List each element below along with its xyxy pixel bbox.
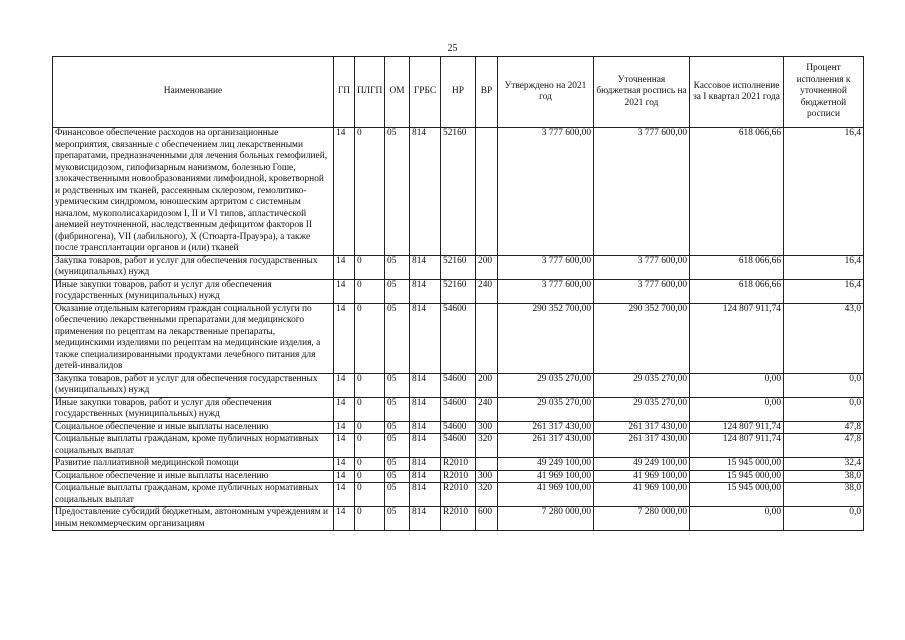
cell-grbs: 814 xyxy=(410,373,441,397)
table-row xyxy=(53,128,864,256)
cell-pgp: 0 xyxy=(355,470,385,483)
cell-om: 05 xyxy=(385,397,410,421)
cell-grbs: 814 xyxy=(410,470,441,483)
cell-grbs: 814 xyxy=(410,303,441,373)
cell-vr: 300 xyxy=(476,470,498,483)
cell-percent: 43,0 xyxy=(784,303,864,373)
cell-approved: 261 317 430,00 xyxy=(498,434,594,458)
table-row xyxy=(53,373,864,397)
cell-name: Оказание отдельным категориям граждан социальной услуги по обеспечению лекарственными препаратами для медицинского применения по рецептам на лекарственные препараты, медицинскими изделиями по рецептам на медицинские изделия, а также специализированными продуктами лечебного питания для детей-инвалидов xyxy=(53,303,334,373)
cell-approved: 49 249 100,00 xyxy=(498,458,594,471)
cell-pgp: 0 xyxy=(355,458,385,471)
table-row xyxy=(53,397,864,421)
cell-om: 05 xyxy=(385,303,410,373)
cell-gp: 14 xyxy=(334,458,355,471)
cell-percent: 0,0 xyxy=(784,397,864,421)
cell-cash: 0,00 xyxy=(690,507,784,531)
cell-name: Иные закупки товаров, работ и услуг для обеспечения государственных (муниципальных) нужд xyxy=(53,397,334,421)
table-row xyxy=(53,507,864,531)
header-cash: Кассовое исполнение за I квартал 2021 года xyxy=(690,57,784,128)
table-row xyxy=(53,434,864,458)
header-name: Наименование xyxy=(53,57,334,128)
cell-refined: 41 969 100,00 xyxy=(594,470,690,483)
cell-pgp: 0 xyxy=(355,373,385,397)
cell-pgp: 0 xyxy=(355,507,385,531)
cell-gp: 14 xyxy=(334,255,355,279)
cell-pgp: 0 xyxy=(355,434,385,458)
cell-name: Развитие паллиативной медицинской помощи xyxy=(53,458,334,471)
cell-grbs: 814 xyxy=(410,128,441,256)
cell-refined: 3 777 600,00 xyxy=(594,279,690,303)
cell-refined: 261 317 430,00 xyxy=(594,421,690,434)
cell-name: Социальное обеспечение и иные выплаты населению xyxy=(53,421,334,434)
cell-gp: 14 xyxy=(334,434,355,458)
cell-approved: 290 352 700,00 xyxy=(498,303,594,373)
cell-pgp: 0 xyxy=(355,255,385,279)
cell-np: R2010 xyxy=(441,507,476,531)
table-row xyxy=(53,458,864,471)
header-approved: Утверждено на 2021 год xyxy=(498,57,594,128)
cell-percent: 38,0 xyxy=(784,483,864,507)
cell-approved: 29 035 270,00 xyxy=(498,373,594,397)
cell-percent: 0,0 xyxy=(784,373,864,397)
cell-np: 54600 xyxy=(441,434,476,458)
cell-name: Закупка товаров, работ и услуг для обеспечения государственных (муниципальных) нужд xyxy=(53,255,334,279)
cell-approved: 41 969 100,00 xyxy=(498,470,594,483)
cell-approved: 29 035 270,00 xyxy=(498,397,594,421)
table-row xyxy=(53,470,864,483)
page-number: 25 xyxy=(447,43,458,54)
cell-om: 05 xyxy=(385,483,410,507)
cell-refined: 41 969 100,00 xyxy=(594,483,690,507)
header-percent: Процент исполнения к уточненной бюджетной росписи xyxy=(784,57,864,128)
table-row xyxy=(53,255,864,279)
header-refined: Уточненная бюджетная роспись на 2021 год xyxy=(594,57,690,128)
budget-table xyxy=(52,56,864,531)
cell-cash: 618 066,66 xyxy=(690,128,784,256)
cell-pgp: 0 xyxy=(355,303,385,373)
cell-grbs: 814 xyxy=(410,434,441,458)
cell-gp: 14 xyxy=(334,470,355,483)
cell-percent: 38,0 xyxy=(784,470,864,483)
cell-approved: 3 777 600,00 xyxy=(498,128,594,256)
cell-pgp: 0 xyxy=(355,279,385,303)
cell-refined: 49 249 100,00 xyxy=(594,458,690,471)
cell-grbs: 814 xyxy=(410,397,441,421)
cell-approved: 261 317 430,00 xyxy=(498,421,594,434)
cell-om: 05 xyxy=(385,458,410,471)
cell-cash: 618 066,66 xyxy=(690,279,784,303)
cell-pgp: 0 xyxy=(355,128,385,256)
cell-approved: 41 969 100,00 xyxy=(498,483,594,507)
cell-cash: 15 945 000,00 xyxy=(690,458,784,471)
table-row xyxy=(53,279,864,303)
cell-percent: 0,0 xyxy=(784,507,864,531)
cell-gp: 14 xyxy=(334,507,355,531)
cell-percent: 16,4 xyxy=(784,279,864,303)
cell-percent: 47,8 xyxy=(784,434,864,458)
cell-vr xyxy=(476,128,498,256)
table-body xyxy=(53,128,864,531)
cell-om: 05 xyxy=(385,421,410,434)
header-np: НР xyxy=(441,57,476,128)
header-grbs: ГРБС xyxy=(410,57,441,128)
cell-grbs: 814 xyxy=(410,458,441,471)
cell-grbs: 814 xyxy=(410,507,441,531)
cell-refined: 29 035 270,00 xyxy=(594,373,690,397)
cell-cash: 0,00 xyxy=(690,373,784,397)
cell-np: 54600 xyxy=(441,397,476,421)
cell-pgp: 0 xyxy=(355,397,385,421)
cell-vr xyxy=(476,303,498,373)
cell-percent: 16,4 xyxy=(784,128,864,256)
cell-vr: 600 xyxy=(476,507,498,531)
cell-cash: 0,00 xyxy=(690,397,784,421)
cell-vr: 320 xyxy=(476,434,498,458)
cell-np: R2010 xyxy=(441,483,476,507)
cell-gp: 14 xyxy=(334,279,355,303)
cell-pgp: 0 xyxy=(355,483,385,507)
cell-np: 54600 xyxy=(441,373,476,397)
cell-om: 05 xyxy=(385,507,410,531)
cell-percent: 16,4 xyxy=(784,255,864,279)
cell-name: Социальные выплаты гражданам, кроме публичных нормативных социальных выплат xyxy=(53,483,334,507)
cell-np: R2010 xyxy=(441,470,476,483)
cell-np: 54600 xyxy=(441,303,476,373)
cell-np: R2010 xyxy=(441,458,476,471)
cell-approved: 7 280 000,00 xyxy=(498,507,594,531)
cell-refined: 3 777 600,00 xyxy=(594,128,690,256)
cell-vr: 240 xyxy=(476,279,498,303)
cell-approved: 3 777 600,00 xyxy=(498,279,594,303)
cell-grbs: 814 xyxy=(410,421,441,434)
cell-np: 54600 xyxy=(441,421,476,434)
table-header-row xyxy=(53,57,864,128)
cell-refined: 290 352 700,00 xyxy=(594,303,690,373)
cell-gp: 14 xyxy=(334,421,355,434)
cell-cash: 618 066,66 xyxy=(690,255,784,279)
cell-cash: 124 807 911,74 xyxy=(690,303,784,373)
cell-om: 05 xyxy=(385,279,410,303)
cell-vr: 200 xyxy=(476,255,498,279)
cell-om: 05 xyxy=(385,470,410,483)
cell-cash: 15 945 000,00 xyxy=(690,483,784,507)
cell-cash: 124 807 911,74 xyxy=(690,421,784,434)
cell-vr: 200 xyxy=(476,373,498,397)
cell-om: 05 xyxy=(385,434,410,458)
cell-name: Предоставление субсидий бюджетным, автономным учреждениям и иным некоммерческим организациям xyxy=(53,507,334,531)
header-pgp: ПЛГП xyxy=(355,57,385,128)
cell-refined: 3 777 600,00 xyxy=(594,255,690,279)
cell-np: 52160 xyxy=(441,279,476,303)
cell-vr xyxy=(476,458,498,471)
cell-name: Социальное обеспечение и иные выплаты населению xyxy=(53,470,334,483)
cell-name: Иные закупки товаров, работ и услуг для обеспечения государственных (муниципальных) нужд xyxy=(53,279,334,303)
cell-gp: 14 xyxy=(334,373,355,397)
cell-om: 05 xyxy=(385,255,410,279)
cell-refined: 7 280 000,00 xyxy=(594,507,690,531)
cell-vr: 320 xyxy=(476,483,498,507)
cell-np: 52160 xyxy=(441,128,476,256)
cell-gp: 14 xyxy=(334,483,355,507)
cell-grbs: 814 xyxy=(410,279,441,303)
cell-refined: 261 317 430,00 xyxy=(594,434,690,458)
cell-name: Закупка товаров, работ и услуг для обеспечения государственных (муниципальных) нужд xyxy=(53,373,334,397)
cell-refined: 29 035 270,00 xyxy=(594,397,690,421)
cell-gp: 14 xyxy=(334,128,355,256)
cell-om: 05 xyxy=(385,128,410,256)
cell-cash: 124 807 911,74 xyxy=(690,434,784,458)
cell-gp: 14 xyxy=(334,397,355,421)
cell-grbs: 814 xyxy=(410,483,441,507)
cell-approved: 3 777 600,00 xyxy=(498,255,594,279)
cell-gp: 14 xyxy=(334,303,355,373)
cell-cash: 15 945 000,00 xyxy=(690,470,784,483)
table-row xyxy=(53,421,864,434)
cell-grbs: 814 xyxy=(410,255,441,279)
cell-np: 52160 xyxy=(441,255,476,279)
header-om: ОМ xyxy=(385,57,410,128)
cell-vr: 240 xyxy=(476,397,498,421)
cell-percent: 47,8 xyxy=(784,421,864,434)
cell-name: Социальные выплаты гражданам, кроме публичных нормативных социальных выплат xyxy=(53,434,334,458)
table-row xyxy=(53,483,864,507)
header-gp: ГП xyxy=(334,57,355,128)
cell-pgp: 0 xyxy=(355,421,385,434)
cell-vr: 300 xyxy=(476,421,498,434)
cell-percent: 32,4 xyxy=(784,458,864,471)
header-vr: ВР xyxy=(476,57,498,128)
cell-name: Финансовое обеспечение расходов на организационные мероприятия, связанные с обеспечением лиц лекарственными препаратами, предназначенными для лечения больных гемофилией, муковисцидозом, гипофизарным нанизмом, болезнью Гоше, злокачественными новообразованиями лимфоидной, кроветворной и родственных им тканей, рассеянным склерозом, гемолитико-уремическим синдромом, юношеским артритом с системным началом, мукополисахаридозом I, II и VI типов, апластической анемией неуточненной, наследственным дефицитом факторов II (фибриногена), VII (лабильного), X (Стюарта-Прауэра), а также после трансплантации органов и (или) тканей xyxy=(53,128,334,256)
table-row xyxy=(53,303,864,373)
cell-om: 05 xyxy=(385,373,410,397)
